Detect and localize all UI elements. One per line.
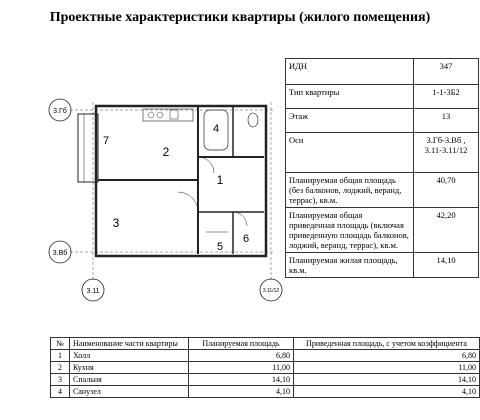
room-area: 11,00: [189, 362, 294, 374]
axis-label: 3.Гб: [53, 108, 67, 115]
room-number: 3: [112, 216, 120, 230]
row-number: 3: [51, 374, 70, 386]
table-row: [51, 362, 480, 374]
room-number: 5: [216, 241, 224, 253]
property-value: 13: [414, 109, 479, 133]
axis-label: 3.Вб: [52, 250, 68, 257]
property-label: Этаж: [286, 109, 414, 133]
table-row: [51, 374, 480, 386]
room-reduced-area: 11,00: [294, 362, 480, 374]
column-header: №: [51, 338, 70, 350]
property-row: [286, 208, 479, 253]
room-number: 4: [212, 123, 220, 135]
room-name: Спальня: [70, 374, 189, 386]
property-row: [286, 85, 479, 109]
column-header: Наименование части квартиры: [70, 338, 189, 350]
row-number: 2: [51, 362, 70, 374]
floor-plan: [48, 92, 283, 307]
axis-label: 3.11/12: [262, 288, 280, 294]
room-number: 2: [162, 145, 170, 159]
room-area: 4,10: [189, 386, 294, 398]
property-row: [286, 173, 479, 208]
column-header: Приведенная площадь, с учетом коэффициента: [294, 338, 480, 350]
property-value: 14,10: [414, 253, 479, 278]
table-row: [51, 386, 480, 398]
room-reduced-area: 4,10: [294, 386, 480, 398]
property-value: 1-1-3Б2: [414, 85, 479, 109]
column-header: Планируемая площадь: [189, 338, 294, 350]
property-value: 3.Гб-3.Вб , 3.11-3.11/12: [414, 133, 479, 173]
apartment-properties-table: [285, 58, 479, 278]
room-number: 7: [102, 135, 110, 147]
room-reduced-area: 6,80: [294, 350, 480, 362]
property-label: Тип квартиры: [286, 85, 414, 109]
room-number: 1: [216, 173, 224, 187]
room-name: Кухня: [70, 362, 189, 374]
room-area: 6,80: [189, 350, 294, 362]
property-value: 347: [414, 59, 479, 85]
property-label: ИДН: [286, 59, 414, 85]
table-header-row: [51, 338, 480, 350]
page-title: Проектные характеристики квартиры (жилого помещения): [49, 10, 431, 25]
property-label: Планируемая общая приведенная площадь (включая приведенную площадь балконов, лоджий, веранд, террас), кв.м.: [286, 208, 414, 253]
row-number: 1: [51, 350, 70, 362]
property-label: Планируемая общая площадь (без балконов, лоджий, веранд, террас), кв.м.: [286, 173, 414, 208]
property-value: 42,20: [414, 208, 479, 253]
table-row: [51, 350, 480, 362]
axis-label: 3.11: [86, 288, 100, 295]
room-name: Санузел: [70, 386, 189, 398]
property-row: [286, 253, 479, 278]
room-name: Холл: [70, 350, 189, 362]
rooms-area-table: [50, 337, 480, 398]
property-row: [286, 109, 479, 133]
room-number: 6: [242, 233, 250, 245]
property-value: 40,70: [414, 173, 479, 208]
property-label: Оси: [286, 133, 414, 173]
property-row: [286, 133, 479, 173]
room-reduced-area: 14,10: [294, 374, 480, 386]
row-number: 4: [51, 386, 70, 398]
room-area: 14,10: [189, 374, 294, 386]
property-label: Планируемая жилая площадь, кв.м.: [286, 253, 414, 278]
property-row: [286, 59, 479, 85]
